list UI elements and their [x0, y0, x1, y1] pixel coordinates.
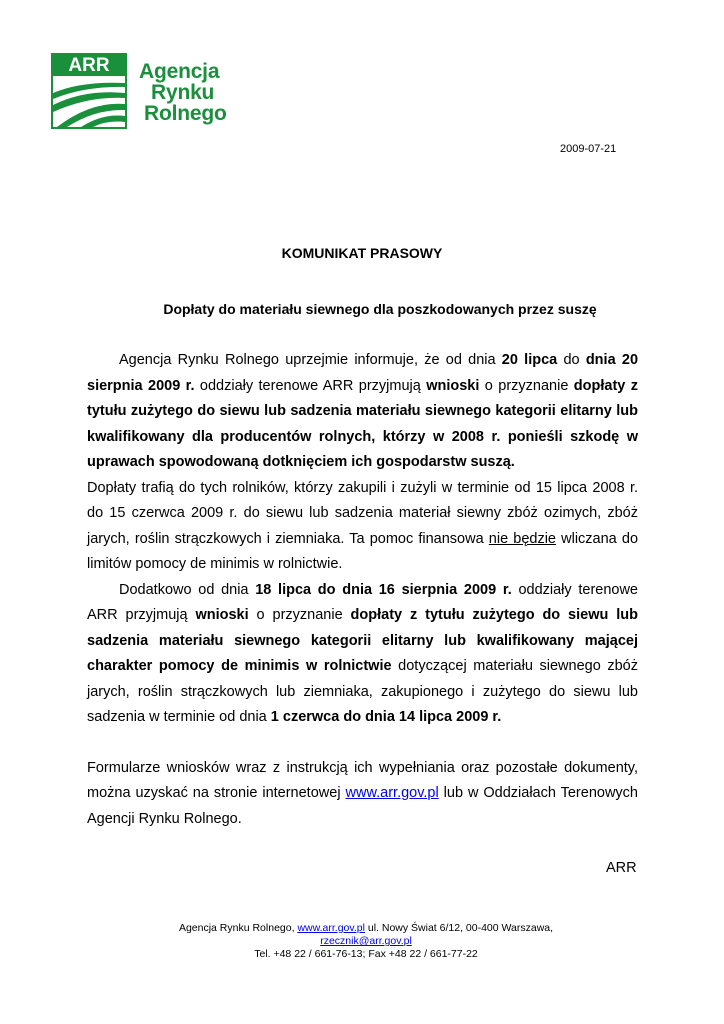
document-date: 2009-07-21: [560, 143, 617, 155]
website-link[interactable]: www.arr.gov.pl: [345, 785, 439, 801]
arr-logo-mark-text: ARR: [68, 55, 110, 76]
p2-underlined: nie będzie: [488, 530, 557, 547]
footer-address: ul. Nowy Świat 6/12, 00-400 Warszawa,: [364, 922, 554, 934]
p1-text-4: o przyznanie: [479, 377, 574, 394]
p1-date-start: 20 lipca: [501, 352, 558, 368]
p3-text-1: Dodatkowo od dnia: [119, 581, 256, 598]
logo-word-agencja: Agencja: [139, 60, 220, 83]
p1-text-3: oddziały terenowe ARR przyjmują: [194, 377, 427, 394]
p4-text-1: Formularze wniosków wraz z instrukcją ich wypełniania oraz pozostałe dokumenty, można uzyskać na stronie internetowej: [87, 759, 638, 801]
paragraph-3: [87, 578, 638, 731]
footer-line-3: Tel. +48 22 / 661-76-13; Fax +48 22 / 661-77-22: [254, 948, 478, 960]
p2-text-2: wliczana do limitów pomocy de minimis w rolnictwie.: [87, 530, 639, 572]
footer-line-1: [0, 922, 724, 935]
footer-line-2: [0, 935, 724, 948]
document-subtitle: Dopłaty do materiału siewnego dla poszkodowanych przez suszę: [163, 301, 597, 317]
p1-wnioski: wnioski: [426, 377, 480, 394]
p1-text-1: Agencja Rynku Rolnego uprzejmie informuje, że od dnia: [119, 352, 502, 368]
signature: ARR: [606, 860, 637, 876]
p1-subsidy-description: dopłaty z tytułu zużytego do siewu lub sadzenia materiału siewnego kategorii elitarny lub kwalifikowany dla producentów rolnych, którzy w 2008 r. ponieśli szkodę w uprawach spowodowaną dotknięciem ich gospodarstw suszą.: [87, 377, 638, 470]
p2-text-1: Dopłaty trafią do tych rolników, którzy zakupili i zużyli w terminie od 15 lipca 2008 r. do 15 czerwca 2009 r. do siewu lub sadzenia materiał siewny zbóż ozimych, zbóż jarych, roślin strączkowych i ziemniaka. Ta pomoc finansowa: [87, 479, 638, 547]
logo-word-rolnego: Rolnego: [144, 102, 227, 125]
p1-text-2: do: [557, 352, 586, 368]
footer-website-link[interactable]: www.arr.gov.pl: [297, 922, 365, 934]
p3-text-3: o przyznanie: [248, 607, 351, 623]
arr-logo-mark: [51, 53, 127, 129]
p3-wnioski: wnioski: [195, 607, 249, 623]
footer: [0, 922, 724, 961]
logo-word-rynku: Rynku: [151, 81, 215, 104]
arr-logo: [51, 53, 241, 133]
p1-date-end: dnia 20 sierpnia 2009 r.: [87, 352, 639, 394]
document-body: [87, 348, 638, 832]
document-title: KOMUNIKAT PRASOWY: [281, 245, 443, 261]
paragraph-2: [87, 476, 638, 578]
paragraph-1: [87, 348, 638, 476]
p3-text-4: dotyczącej materiału siewnego zbóż jarych, roślin strączkowych lub ziemniaka, zakupionego i zużytego do siewu lub sadzenia w terminie od dnia: [87, 658, 638, 725]
footer-org: Agencja Rynku Rolnego,: [178, 922, 298, 934]
p3-term: 1 czerwca do dnia 14 lipca 2009 r.: [270, 709, 502, 725]
p3-text-2: oddziały terenowe ARR przyjmują: [87, 581, 638, 623]
footer-email-link[interactable]: rzecznik@arr.gov.pl: [320, 935, 412, 947]
p3-dates: 18 lipca do dnia 16 sierpnia 2009 r.: [255, 581, 512, 598]
paragraph-4: [87, 756, 638, 833]
p3-subsidy-description: dopłaty z tytułu zużytego do siewu lub sadzenia materiału siewnego kategorii elitarny lub kwalifikowany mającej charakter pomocy de minimis w rolnictwie: [87, 607, 638, 674]
p4-text-2: lub w Oddziałach Terenowych Agencji Rynku Rolnego.: [87, 785, 638, 827]
